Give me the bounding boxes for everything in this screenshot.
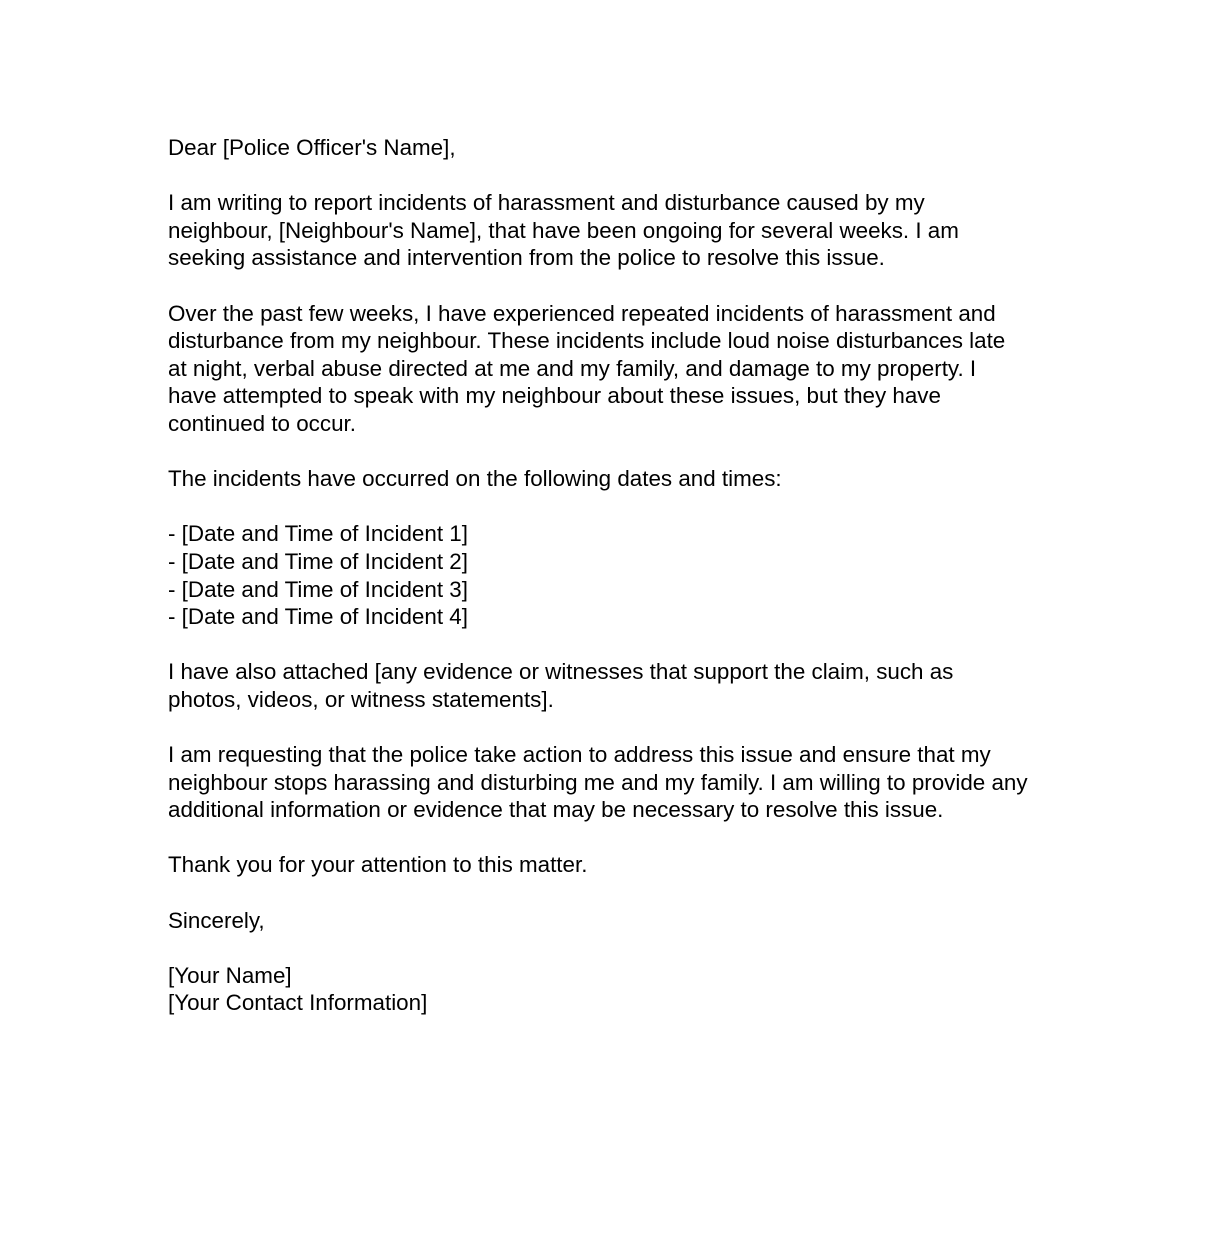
salutation: Dear [Police Officer's Name],: [168, 135, 456, 160]
paragraph-request: I am requesting that the police take action to address this issue and ensure that my neighbour stops harassing and disturbing me and my family. I am willing to provide any additional information or evidence that may be necessary to resolve this issue.: [168, 742, 1034, 823]
paragraph-intro: I am writing to report incidents of harassment and disturbance caused by my neighbour, [Neighbour's Name], that have been ongoing for several weeks. I am seeking assistance and intervention from the police to resolve this issue.: [168, 190, 966, 271]
paragraph-thanks: Thank you for your attention to this matter.: [168, 852, 588, 878]
incident-list: [168, 520, 1028, 630]
paragraph-dates-intro: The incidents have occurred on the following dates and times:: [168, 466, 782, 492]
incident-item: - [Date and Time of Incident 2]: [168, 548, 468, 574]
incident-item: - [Date and Time of Incident 3]: [168, 576, 468, 602]
signature-name: [Your Name]: [168, 962, 292, 988]
signature-contact: [Your Contact Information]: [168, 990, 428, 1016]
incident-item: - [Date and Time of Incident 1]: [168, 521, 468, 547]
paragraph-evidence: I have also attached [any evidence or witnesses that support the claim, such as photos, videos, or witness statements].: [168, 659, 960, 712]
closing: Sincerely,: [168, 907, 265, 933]
signature-block: [168, 962, 1028, 1017]
paragraph-details: Over the past few weeks, I have experienced repeated incidents of harassment and disturbance from my neighbour. These incidents include loud noise disturbances late at night, verbal abuse directed at me and my family, and damage to my property. I have attempted to speak with my neighbour about these issues, but they have continued to occur.: [168, 300, 1012, 436]
letter-body: [168, 134, 1034, 1017]
incident-item: - [Date and Time of Incident 4]: [168, 604, 468, 630]
